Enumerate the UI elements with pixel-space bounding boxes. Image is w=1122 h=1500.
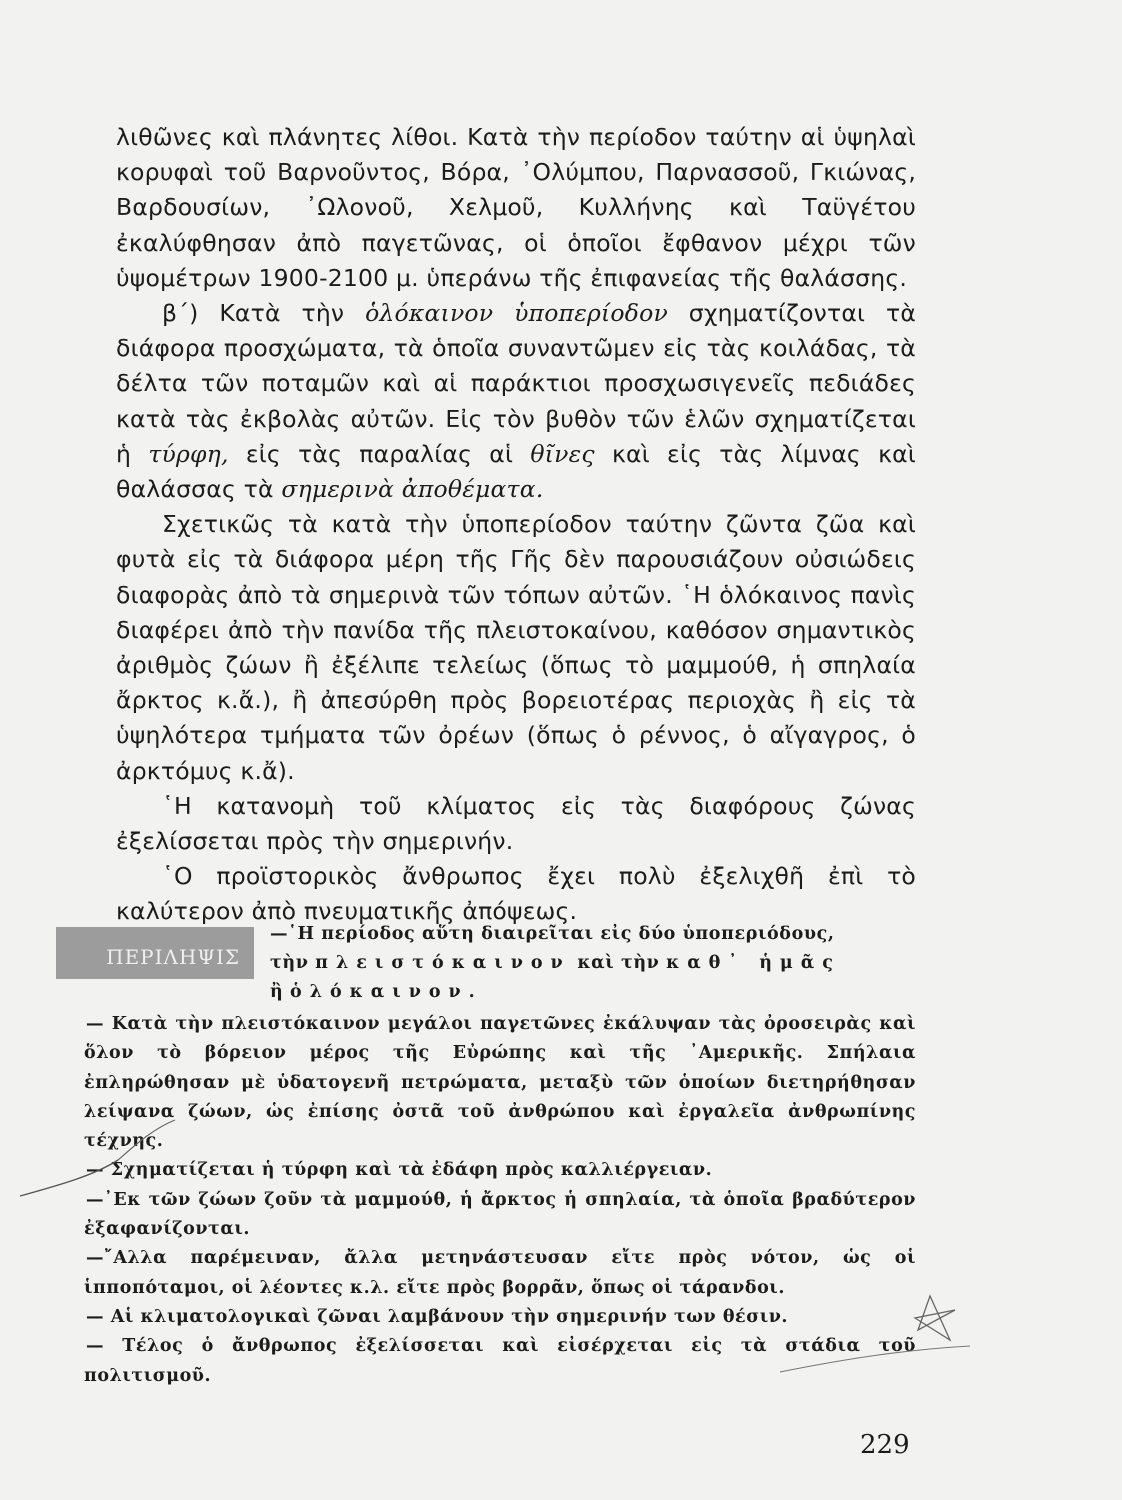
summary-item: — Σχηματίζεται ἡ τύρφη καὶ τὰ ἐδάφη πρὸς καλλιέργειαν. (86, 1160, 713, 1181)
summary-item: —῎Αλλα παρέμειναν, ἄλλα μετηνάστευσαν εἴτε πρὸς νότον, ὡς οἱ ἱπποπόταμοι, οἱ λέοντες κ.λ. εἴτε πρὸς βορρᾶν, ὅπως οἱ τάρανδοι. (84, 1248, 916, 1298)
italic-term: σημερινὰ ἀποθέματα. (281, 475, 544, 504)
text-run: τὴν (270, 953, 309, 973)
summary-item: — Τέλος ὁ ἄνθρωπος ἐξελίσσεται καὶ εἰσέρχεται εἰς τὰ στάδια τοῦ πολιτισμοῦ. (84, 1336, 916, 1386)
spaced-term: ὁλόκαινον. (290, 982, 483, 1002)
italic-term: θῖνες (530, 439, 595, 468)
text-run: καὶ εἰς τὰς λίμνας καὶ θαλάσσας τὰ (116, 439, 917, 504)
spaced-term: πλειστόκαινον (315, 953, 571, 973)
text-run: καὶ τὴν (577, 953, 660, 973)
text-run: ἢ (270, 982, 284, 1002)
paragraph: ῾Η κατανομὴ τοῦ κλίματος εἰς τὰς διαφόρους ζώνας ἐξελίσσεται πρὸς τὴν σημερινήν. (116, 791, 916, 856)
summary-item: — Κατὰ τὴν πλειστόκαινον μεγάλοι παγετῶνες ἐκάλυψαν τὰς ὀροσειρὰς καὶ ὅλον τὸ βόρειον μέρος τῆς Εὐρώπης καὶ τῆς ᾿Αμερικῆς. Σπήλαια ἐπληρώθησαν μὲ ὑδατογενῆ πετρώματα, μεταξὺ τῶν ὁποίων διετηρήθησαν λείψανα ζώων, ὡς ἐπίσης ὀστᾶ τοῦ ἀνθρώπου καὶ ἐργαλεῖα ἀνθρωπίνης τέχνης. (84, 1014, 916, 1152)
italic-term: ὁλόκαινον ὑποπερίοδον (365, 299, 668, 328)
summary-item: — Αἱ κλιματολογικαὶ ζῶναι λαμβάνουν τὴν σημερινήν των θέσιν. (86, 1306, 789, 1327)
text-run: σχηματίζονται τὰ διάφορα προσχώματα, τὰ ὁποῖα συναντῶμεν εἰς τὰς κοιλάδας, τὰ δέλτα τῶν ποταμῶν καὶ αἱ παράκτιοι προσχωσιγενεῖς πεδιάδες κατὰ τὰς ἐκβολὰς αὐτῶν. Εἰς τὸν βυθὸν τῶν ἑλῶν σχηματίζεται ἡ (116, 299, 917, 468)
star-doodle (915, 1296, 955, 1340)
summary-item: —᾿Εκ τῶν ζώων ζοῦν τὰ μαμμούθ, ἡ ἄρκτος ἡ σπηλαία, τὰ ὁποῖα βραδύτερον ἐξαφανίζονται. (84, 1189, 916, 1240)
text-run: εἰς τὰς παραλίας αἱ (245, 439, 514, 468)
main-text (116, 120, 916, 930)
paragraph (116, 296, 916, 507)
summary-intro-line (270, 949, 916, 978)
summary-intro (270, 920, 916, 1007)
text-run: β΄) Κατὰ τὴν (162, 299, 345, 328)
paragraph: λιθῶνες καὶ πλάνητες λίθοι. Κατὰ τὴν περίοδον ταύτην αἱ ὑψηλαὶ κορυφαὶ τοῦ Βαρνοῦντος, Βόρα, ᾿Ολύμπου, Παρνασσοῦ, Γκιώνας, Βαρδουσίων, ᾿Ωλονοῦ, Χελμοῦ, Κυλλήνης καὶ Ταϋγέτου ἐκαλύφθησαν ἀπὸ παγετῶνας, οἱ ὁποῖοι ἔφθανον μέχρι τῶν ὑψομέτρων 1900-2100 μ. ὑπεράνω τῆς ἐπιφανείας τῆς θαλάσσης. (116, 123, 916, 292)
spaced-term: καθ᾿ ἡμᾶς (666, 953, 841, 973)
paragraph: Σχετικῶς τὰ κατὰ τὴν ὑποπερίοδον ταύτην ζῶντα ζῶα καὶ φυτὰ εἰς τὰ διάφορα μέρη τῆς Γῆς δὲν παρουσιάζουν οὐσιώδεις διαφορὰς ἀπὸ τὰ σημερινὰ τῶν τόπων αὐτῶν. ῾Η ὁλόκαινος πανὶς διαφέρει ἀπὸ τὴν πανίδα τῆς πλειστοκαίνου, καθόσον σημαντικὸς ἀριθμὸς ζώων ἢ ἐξέλιπε τελείως (ὅπως τὸ μαμμούθ, ἡ σπηλαία ἄρκτος κ.ἄ.), ἢ ἀπεσύρθη πρὸς βορειοτέρας περιοχὰς ἢ εἰς τὰ ὑψηλότερα τμήματα τῶν ὀρέων (ὅπως ὁ ρέννος, ὁ αἴγαγρος, ὁ ἀρκτόμυς κ.ἄ). (116, 510, 916, 785)
page-number: 229 (860, 1430, 910, 1460)
italic-term: τύρφη, (148, 439, 229, 468)
summary-items (84, 1010, 916, 1391)
summary-intro-line (270, 978, 916, 1007)
summary-intro-line: —῾Η περίοδος αὕτη διαιρεῖται εἰς δύο ὑποπεριόδους, (270, 924, 835, 944)
paragraph: ῾Ο προϊστορικὸς ἄνθρωπος ἔχει πολὺ ἐξελιχθῆ ἐπὶ τὸ καλύτερον ἀπὸ πνευματικῆς ἀπόψεως. (116, 862, 916, 926)
summary-label: ΠΕΡΙΛΗΨΙΣ (56, 927, 254, 979)
